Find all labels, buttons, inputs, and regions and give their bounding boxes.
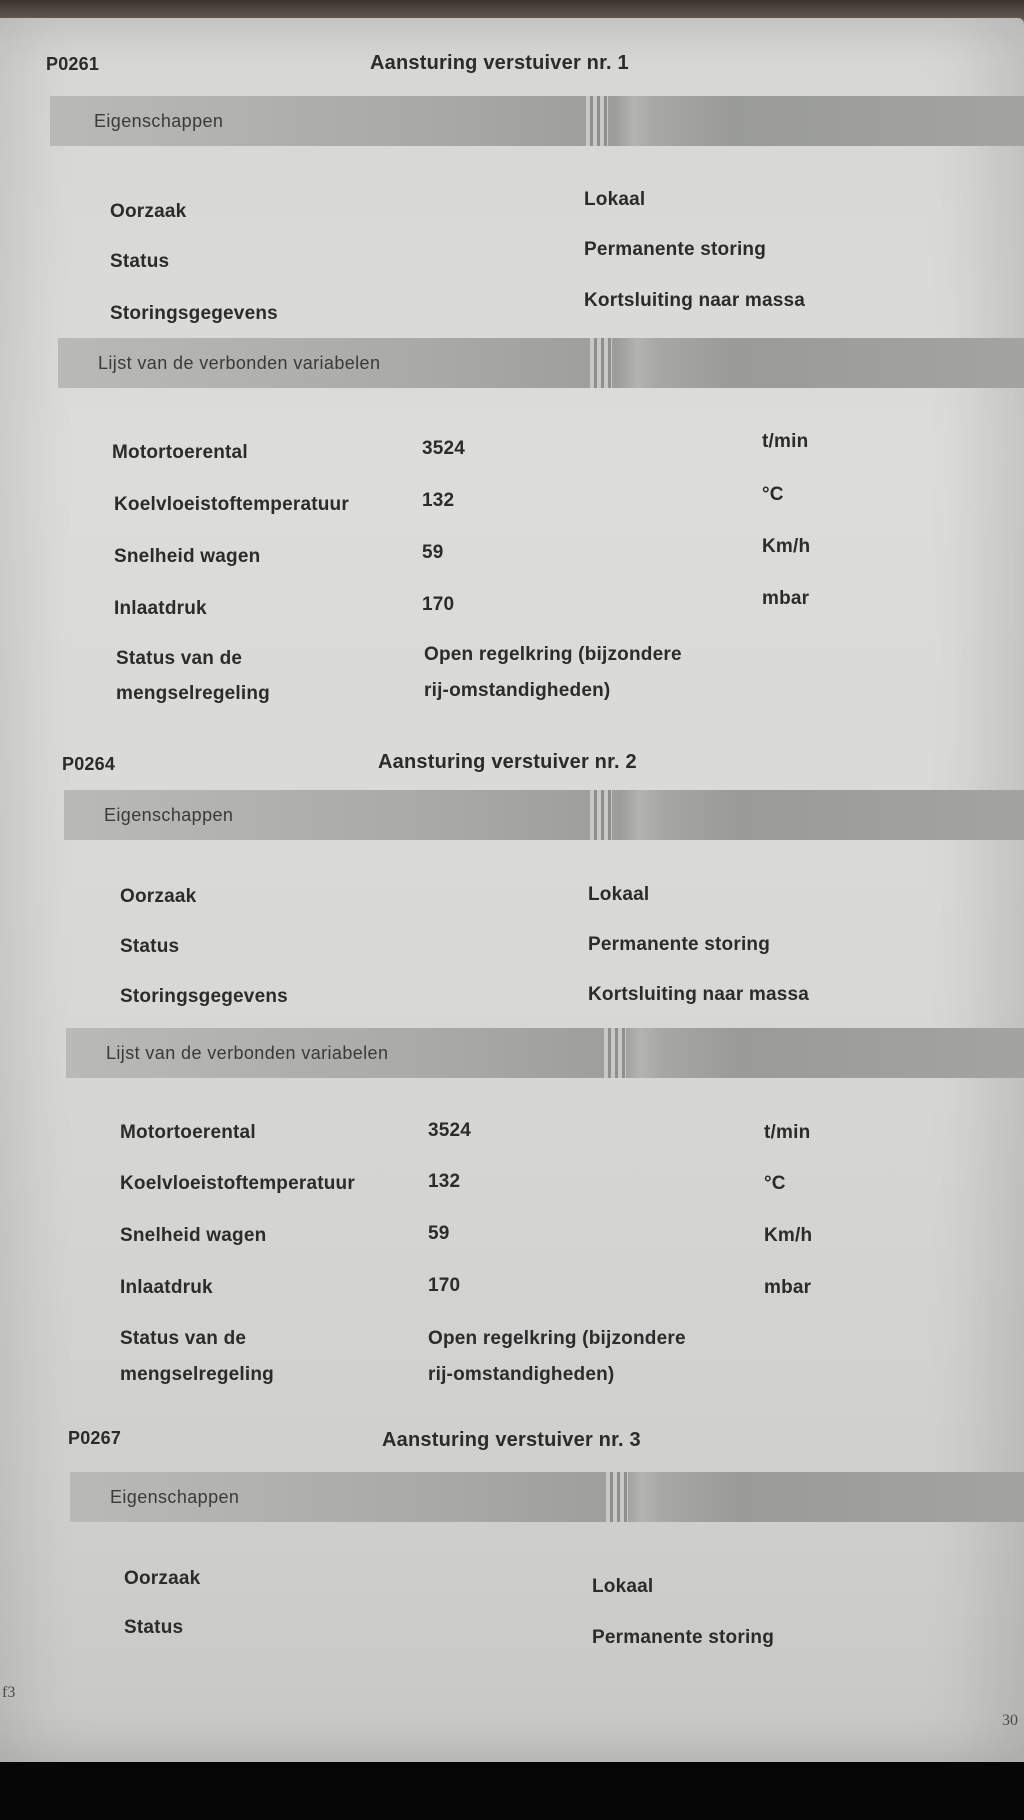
fault-title: Aansturing verstuiver nr. 1 [370, 52, 629, 74]
band-separator [590, 338, 612, 388]
mix-status-value-line2: rij-omstandigheden) [424, 680, 611, 701]
properties-header: Eigenschappen [94, 111, 224, 131]
mix-status-label-line1: Status van de [116, 648, 243, 669]
variable-label: Inlaatdruk [114, 598, 207, 619]
mix-status-value-line1: Open regelkring (bijzondere [424, 644, 682, 665]
variable-label: Snelheid wagen [120, 1225, 267, 1246]
variable-unit: mbar [762, 588, 810, 609]
variables-header: Lijst van de verbonden variabelen [106, 1043, 389, 1063]
mix-status-label-line1: Status van de [120, 1328, 247, 1349]
properties-header: Eigenschappen [110, 1487, 240, 1507]
variables-header: Lijst van de verbonden variabelen [98, 353, 381, 373]
property-value: Lokaal [588, 884, 650, 905]
variable-unit: mbar [764, 1277, 812, 1298]
fault-code: P0264 [62, 754, 116, 774]
document-page [0, 18, 1024, 1763]
variable-label: Motortoerental [112, 442, 248, 463]
fault-title: Aansturing verstuiver nr. 2 [378, 751, 637, 773]
property-value: Lokaal [592, 1576, 654, 1597]
properties-header-band [50, 96, 1024, 146]
property-value: Kortsluiting naar massa [588, 984, 810, 1005]
variable-label: Koelvloeistoftemperatuur [114, 494, 349, 515]
mix-status-label-line2: mengselregeling [116, 683, 270, 704]
property-label: Status [120, 936, 180, 957]
variable-value: 59 [428, 1223, 450, 1244]
variable-value: 132 [428, 1171, 461, 1192]
page-number: 30 [1002, 1712, 1018, 1729]
table-surface [0, 1762, 1024, 1820]
variable-label: Snelheid wagen [114, 546, 261, 567]
property-label: Oorzaak [120, 886, 197, 907]
variable-value: 3524 [428, 1120, 472, 1141]
property-label: Storingsgegevens [120, 986, 288, 1007]
fault-code: P0261 [46, 54, 100, 74]
property-label: Status [124, 1617, 184, 1638]
property-value: Lokaal [584, 189, 646, 210]
property-label: Oorzaak [124, 1568, 201, 1589]
variable-unit: Km/h [764, 1225, 813, 1246]
variable-value: 170 [428, 1275, 461, 1296]
variables-header-band [66, 1028, 1024, 1078]
properties-header-band [64, 790, 1024, 840]
variable-unit: Km/h [762, 536, 811, 557]
variable-unit: t/min [762, 431, 809, 452]
variable-value: 3524 [422, 438, 466, 459]
property-value: Permanente storing [588, 934, 771, 955]
margin-mark: f3 [2, 1684, 16, 1701]
mix-status-label-line2: mengselregeling [120, 1364, 274, 1385]
variable-label: Motortoerental [120, 1122, 256, 1143]
fault-code: P0267 [68, 1428, 122, 1448]
variable-unit: °C [762, 484, 784, 505]
property-value: Kortsluiting naar massa [584, 290, 806, 311]
mix-status-value-line2: rij-omstandigheden) [428, 1364, 615, 1385]
property-label: Oorzaak [110, 201, 187, 222]
variable-label: Inlaatdruk [120, 1277, 213, 1298]
band-separator [590, 790, 612, 840]
properties-header-band [70, 1472, 1024, 1522]
property-value: Permanente storing [584, 239, 767, 260]
variable-value: 132 [422, 490, 455, 511]
variable-label: Koelvloeistoftemperatuur [120, 1173, 355, 1194]
band-separator [604, 1028, 626, 1078]
variable-value: 59 [422, 542, 444, 563]
band-separator [606, 1472, 628, 1522]
property-value: Permanente storing [592, 1627, 775, 1648]
mix-status-value-line1: Open regelkring (bijzondere [428, 1328, 686, 1349]
property-label: Storingsgegevens [110, 303, 278, 324]
properties-header: Eigenschappen [104, 805, 234, 825]
band-separator [586, 96, 608, 146]
variable-value: 170 [422, 594, 455, 615]
variable-unit: °C [764, 1173, 786, 1194]
fault-title: Aansturing verstuiver nr. 3 [382, 1429, 641, 1451]
variables-header-band [58, 338, 1024, 388]
property-label: Status [110, 251, 170, 272]
variable-unit: t/min [764, 1122, 811, 1143]
